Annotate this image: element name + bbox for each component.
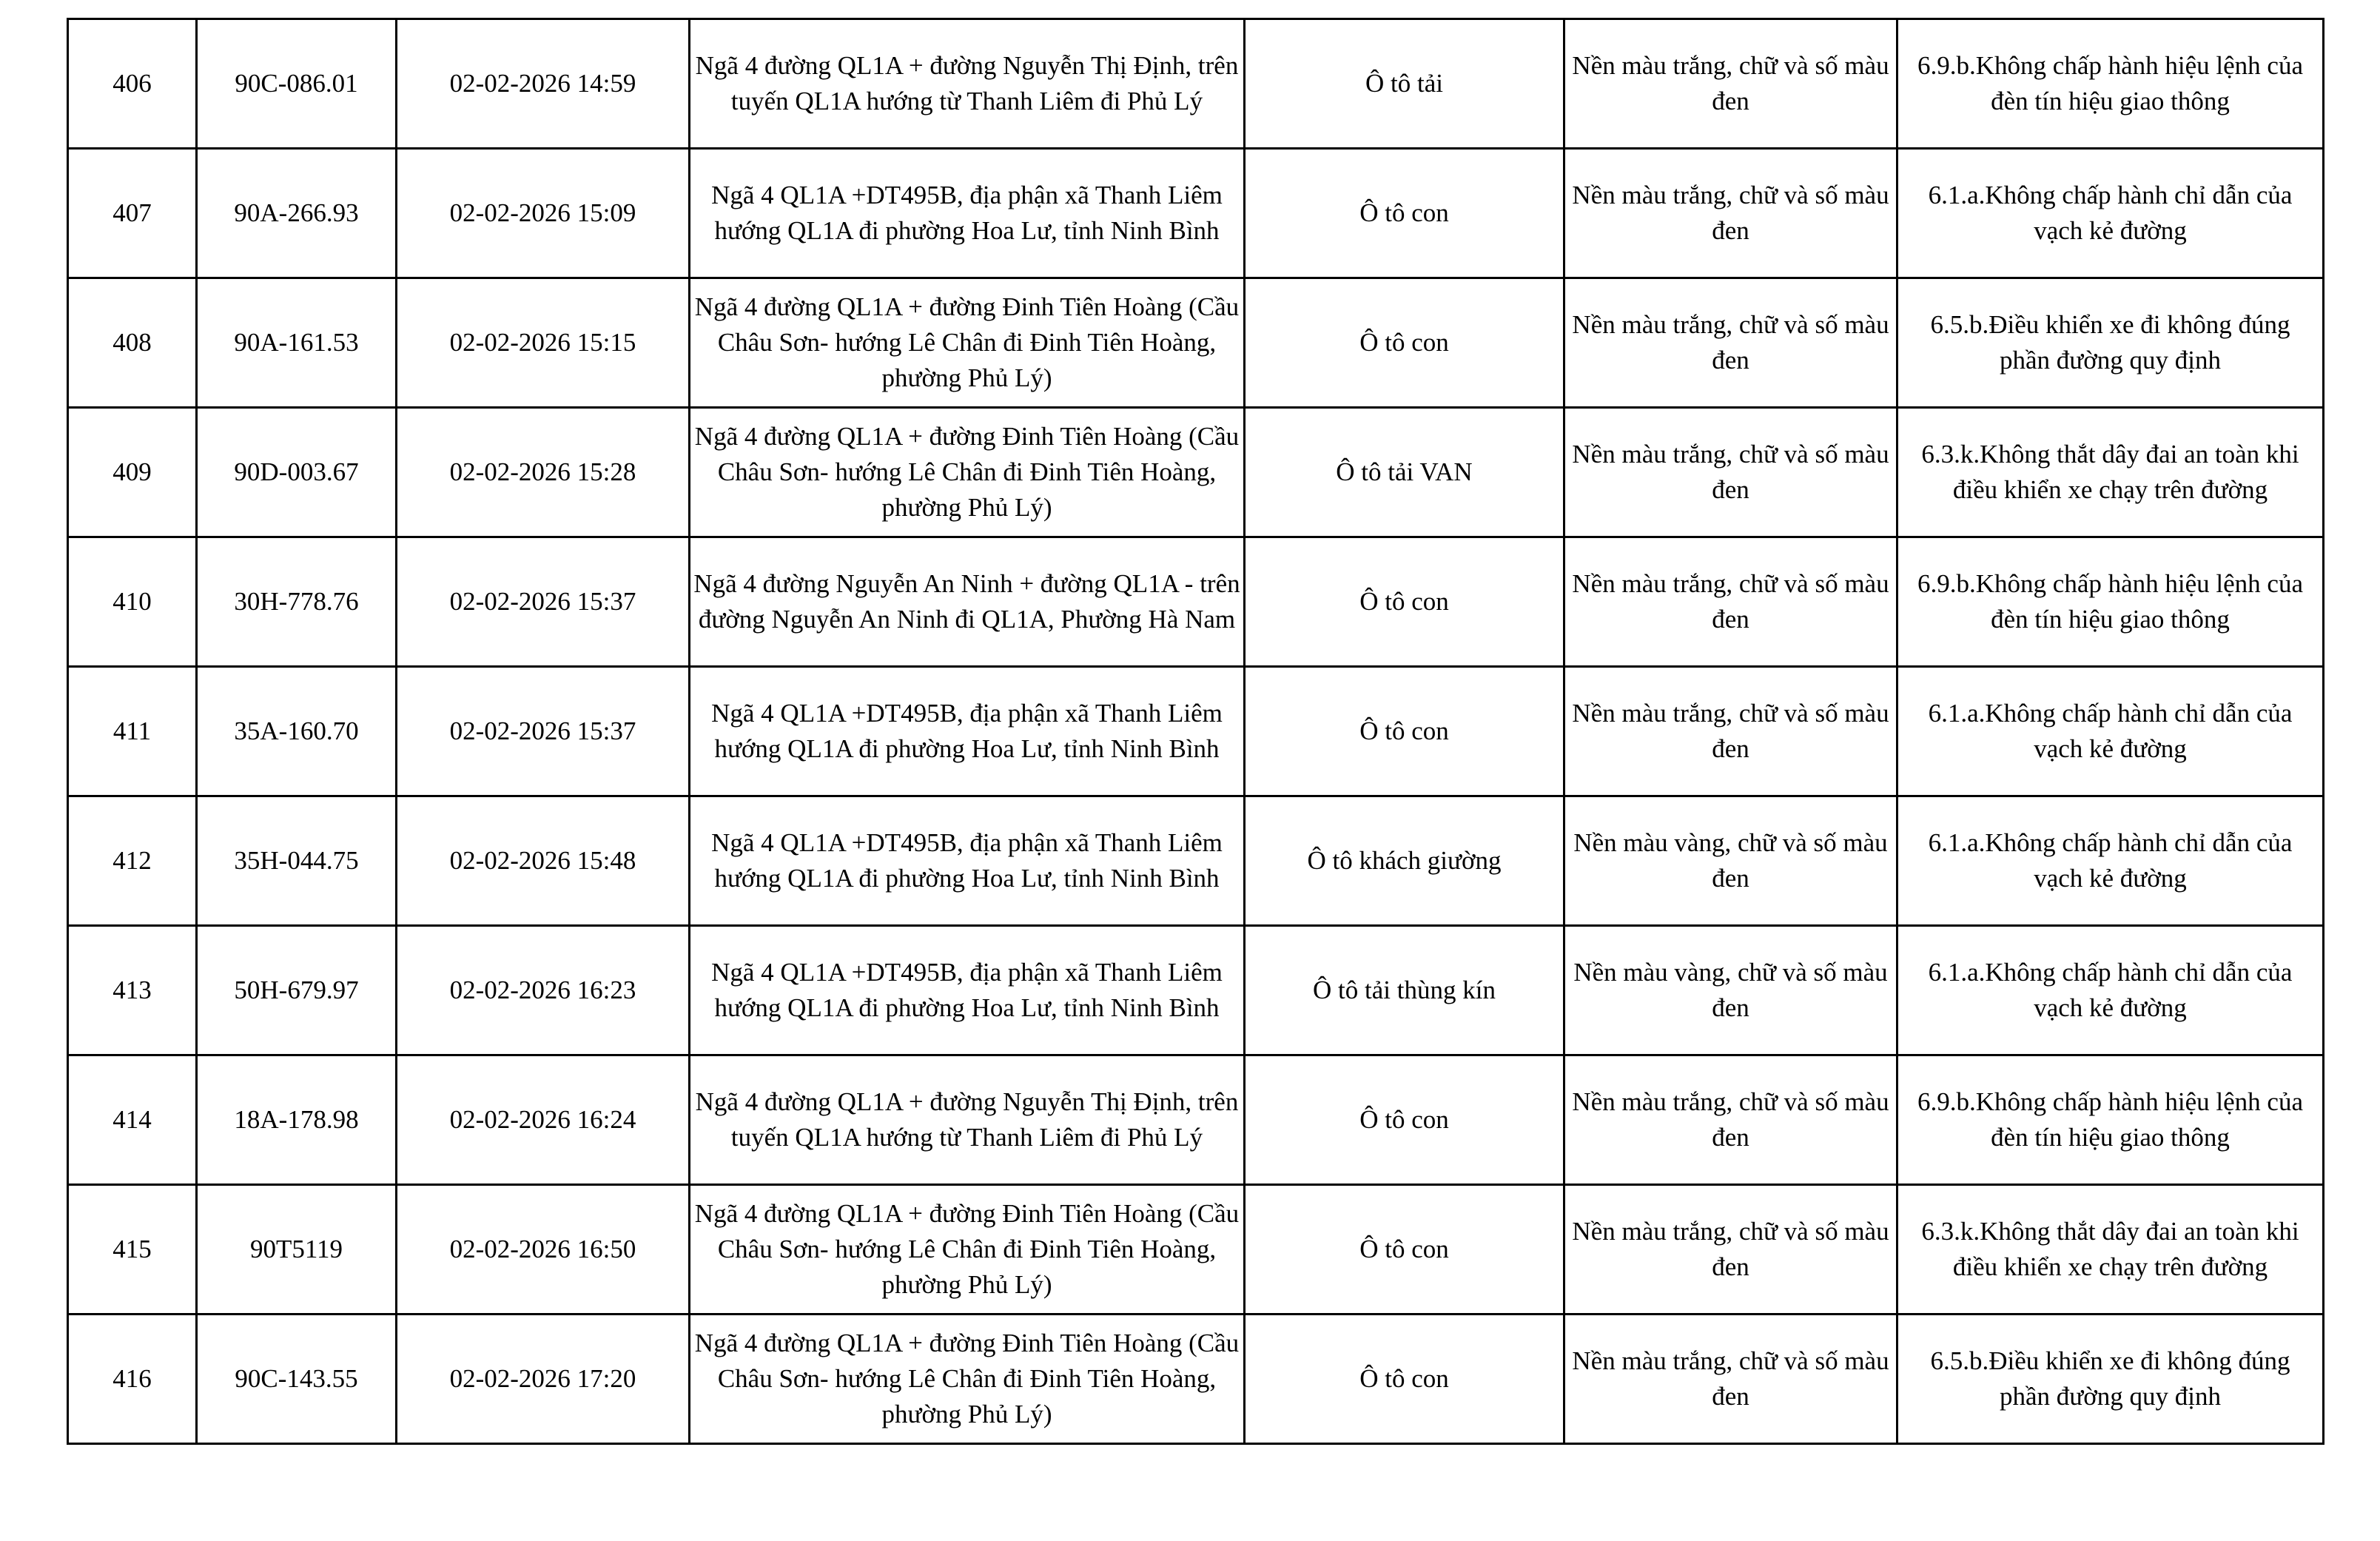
plate-color: Nền màu trắng, chữ và số màu đen (1564, 1055, 1897, 1185)
table-row (68, 149, 2324, 278)
license-plate: 50H-679.97 (197, 926, 397, 1055)
license-plate: 90D-003.67 (197, 408, 397, 537)
violation-time: 02-02-2026 15:28 (397, 408, 690, 537)
violation-time: 02-02-2026 16:50 (397, 1185, 690, 1315)
table-row (68, 926, 2324, 1055)
violations-table (67, 18, 2324, 1445)
row-number: 410 (68, 537, 197, 667)
violation-description: 6.3.k.Không thắt dây đai an toàn khi điều khiển xe chạy trên đường (1897, 408, 2324, 537)
row-number: 416 (68, 1315, 197, 1444)
violation-location: Ngã 4 đường QL1A + đường Đinh Tiên Hoàng (Cầu Châu Sơn- hướng Lê Chân đi Đinh Tiên Hoàng, phường Phủ Lý) (690, 1185, 1245, 1315)
plate-color: Nền màu trắng, chữ và số màu đen (1564, 278, 1897, 408)
license-plate: 90C-143.55 (197, 1315, 397, 1444)
plate-color: Nền màu trắng, chữ và số màu đen (1564, 667, 1897, 796)
row-number: 413 (68, 926, 197, 1055)
plate-color: Nền màu trắng, chữ và số màu đen (1564, 149, 1897, 278)
table-row (68, 1185, 2324, 1315)
license-plate: 90C-086.01 (197, 19, 397, 149)
row-number: 406 (68, 19, 197, 149)
violation-time: 02-02-2026 17:20 (397, 1315, 690, 1444)
table-row (68, 1055, 2324, 1185)
vehicle-type: Ô tô con (1245, 537, 1564, 667)
plate-color: Nền màu vàng, chữ và số màu đen (1564, 926, 1897, 1055)
row-number: 412 (68, 796, 197, 926)
plate-color: Nền màu trắng, chữ và số màu đen (1564, 537, 1897, 667)
vehicle-type: Ô tô con (1245, 1185, 1564, 1315)
plate-color: Nền màu trắng, chữ và số màu đen (1564, 19, 1897, 149)
vehicle-type: Ô tô con (1245, 149, 1564, 278)
license-plate: 30H-778.76 (197, 537, 397, 667)
plate-color: Nền màu trắng, chữ và số màu đen (1564, 408, 1897, 537)
violation-description: 6.9.b.Không chấp hành hiệu lệnh của đèn tín hiệu giao thông (1897, 537, 2324, 667)
vehicle-type: Ô tô con (1245, 1055, 1564, 1185)
violation-time: 02-02-2026 15:37 (397, 667, 690, 796)
table-row (68, 278, 2324, 408)
plate-color: Nền màu trắng, chữ và số màu đen (1564, 1185, 1897, 1315)
violation-description: 6.1.a.Không chấp hành chỉ dẫn của vạch kẻ đường (1897, 667, 2324, 796)
license-plate: 90A-161.53 (197, 278, 397, 408)
vehicle-type: Ô tô tải thùng kín (1245, 926, 1564, 1055)
vehicle-type: Ô tô con (1245, 667, 1564, 796)
violation-time: 02-02-2026 15:09 (397, 149, 690, 278)
violation-description: 6.1.a.Không chấp hành chỉ dẫn của vạch kẻ đường (1897, 926, 2324, 1055)
row-number: 411 (68, 667, 197, 796)
violation-time: 02-02-2026 16:24 (397, 1055, 690, 1185)
violation-location: Ngã 4 QL1A +DT495B, địa phận xã Thanh Liêm hướng QL1A đi phường Hoa Lư, tỉnh Ninh Bình (690, 926, 1245, 1055)
license-plate: 35A-160.70 (197, 667, 397, 796)
vehicle-type: Ô tô khách giường (1245, 796, 1564, 926)
license-plate: 35H-044.75 (197, 796, 397, 926)
table-row (68, 408, 2324, 537)
row-number: 409 (68, 408, 197, 537)
table-row (68, 1315, 2324, 1444)
vehicle-type: Ô tô con (1245, 1315, 1564, 1444)
table-row (68, 796, 2324, 926)
violation-location: Ngã 4 đường QL1A + đường Đinh Tiên Hoàng (Cầu Châu Sơn- hướng Lê Chân đi Đinh Tiên Hoàng, phường Phủ Lý) (690, 408, 1245, 537)
plate-color: Nền màu trắng, chữ và số màu đen (1564, 1315, 1897, 1444)
violation-description: 6.1.a.Không chấp hành chỉ dẫn của vạch kẻ đường (1897, 149, 2324, 278)
violation-location: Ngã 4 đường Nguyễn An Ninh + đường QL1A - trên đường Nguyễn An Ninh đi QL1A, Phường Hà Nam (690, 537, 1245, 667)
violation-description: 6.5.b.Điều khiển xe đi không đúng phần đường quy định (1897, 1315, 2324, 1444)
plate-color: Nền màu vàng, chữ và số màu đen (1564, 796, 1897, 926)
violation-location: Ngã 4 đường QL1A + đường Đinh Tiên Hoàng (Cầu Châu Sơn- hướng Lê Chân đi Đinh Tiên Hoàng, phường Phủ Lý) (690, 278, 1245, 408)
violation-time: 02-02-2026 16:23 (397, 926, 690, 1055)
violation-description: 6.9.b.Không chấp hành hiệu lệnh của đèn tín hiệu giao thông (1897, 19, 2324, 149)
table-row (68, 19, 2324, 149)
violation-time: 02-02-2026 15:48 (397, 796, 690, 926)
violation-time: 02-02-2026 15:15 (397, 278, 690, 408)
vehicle-type: Ô tô tải VAN (1245, 408, 1564, 537)
violation-location: Ngã 4 đường QL1A + đường Nguyễn Thị Định, trên tuyến QL1A hướng từ Thanh Liêm đi Phủ Lý (690, 19, 1245, 149)
violation-description: 6.9.b.Không chấp hành hiệu lệnh của đèn tín hiệu giao thông (1897, 1055, 2324, 1185)
violation-location: Ngã 4 đường QL1A + đường Đinh Tiên Hoàng (Cầu Châu Sơn- hướng Lê Chân đi Đinh Tiên Hoàng, phường Phủ Lý) (690, 1315, 1245, 1444)
violation-time: 02-02-2026 14:59 (397, 19, 690, 149)
license-plate: 18A-178.98 (197, 1055, 397, 1185)
row-number: 415 (68, 1185, 197, 1315)
violation-description: 6.3.k.Không thắt dây đai an toàn khi điều khiển xe chạy trên đường (1897, 1185, 2324, 1315)
row-number: 414 (68, 1055, 197, 1185)
violation-location: Ngã 4 đường QL1A + đường Nguyễn Thị Định, trên tuyến QL1A hướng từ Thanh Liêm đi Phủ Lý (690, 1055, 1245, 1185)
violation-time: 02-02-2026 15:37 (397, 537, 690, 667)
violation-location: Ngã 4 QL1A +DT495B, địa phận xã Thanh Liêm hướng QL1A đi phường Hoa Lư, tỉnh Ninh Bình (690, 667, 1245, 796)
vehicle-type: Ô tô tải (1245, 19, 1564, 149)
violation-description: 6.1.a.Không chấp hành chỉ dẫn của vạch kẻ đường (1897, 796, 2324, 926)
row-number: 407 (68, 149, 197, 278)
violation-location: Ngã 4 QL1A +DT495B, địa phận xã Thanh Liêm hướng QL1A đi phường Hoa Lư, tỉnh Ninh Bình (690, 796, 1245, 926)
table-body (68, 19, 2324, 1444)
table-row (68, 537, 2324, 667)
table-row (68, 667, 2324, 796)
violation-description: 6.5.b.Điều khiển xe đi không đúng phần đường quy định (1897, 278, 2324, 408)
violation-location: Ngã 4 QL1A +DT495B, địa phận xã Thanh Liêm hướng QL1A đi phường Hoa Lư, tỉnh Ninh Bình (690, 149, 1245, 278)
row-number: 408 (68, 278, 197, 408)
license-plate: 90A-266.93 (197, 149, 397, 278)
vehicle-type: Ô tô con (1245, 278, 1564, 408)
license-plate: 90T5119 (197, 1185, 397, 1315)
